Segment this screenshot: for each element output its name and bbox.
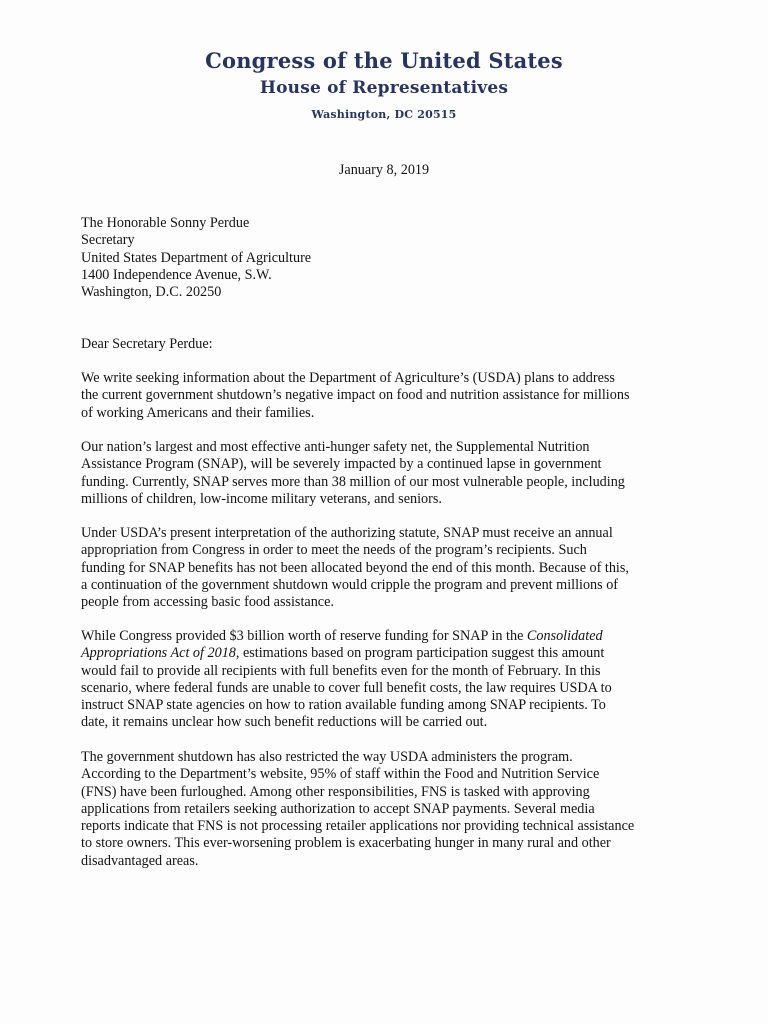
paragraph-line: Assistance Program (SNAP), will be severely impacted by a continued lapse in government xyxy=(81,456,602,473)
paragraph-2 xyxy=(81,439,625,508)
paragraph-line: applications from retailers seeking authorization to accept SNAP payments. Several media xyxy=(81,800,595,817)
paragraph-line: to store owners. This ever-worsening problem is exacerbating hunger in many rural and other xyxy=(81,835,611,852)
recipient-organization: United States Department of Agriculture xyxy=(81,249,312,266)
paragraph-text: While Congress provided $3 billion worth of reserve funding for SNAP in the xyxy=(81,628,527,644)
paragraph-line: According to the Department’s website, 95% of staff within the Food and Nutrition Service xyxy=(81,766,600,783)
recipient-name: The Honorable Sonny Perdue xyxy=(81,215,250,231)
letterhead-address: Washington, DC 20515 xyxy=(311,108,457,121)
recipient-title: Secretary xyxy=(81,232,135,249)
paragraph-line: date, it remains unclear how such benefit reductions will be carried out. xyxy=(81,714,488,731)
letterhead-house: House of Representatives xyxy=(259,78,509,98)
paragraph-5 xyxy=(81,749,634,870)
paragraph-line: funding for SNAP benefits has not been allocated beyond the end of this month. Because of this, xyxy=(81,559,629,576)
salutation: Dear Secretary Perdue: xyxy=(81,336,213,352)
paragraph-line xyxy=(81,645,612,662)
recipient-address-block xyxy=(81,215,311,301)
paragraph-line: of working Americans and their families. xyxy=(81,404,315,421)
paragraph-line: (FNS) have been furloughed. Among other responsibilities, FNS is tasked with approving xyxy=(81,783,590,800)
paragraph-line: scenario, where federal funds are unable to cover full benefit costs, the law requires USDA to xyxy=(81,679,612,696)
paragraph-text: , estimations based on program participation suggest this amount xyxy=(235,645,605,662)
paragraph-line: Under USDA’s present interpretation of the authorizing statute, SNAP must receive an annual xyxy=(81,525,613,541)
paragraph-line: the current government shutdown’s negative impact on food and nutrition assistance for millions xyxy=(81,387,630,404)
recipient-street: 1400 Independence Avenue, S.W. xyxy=(81,266,272,283)
paragraph-line: a continuation of the government shutdown would cripple the program and prevent millions of xyxy=(81,576,619,593)
paragraph-line: funding. Currently, SNAP serves more than 38 million of our most vulnerable people, including xyxy=(81,473,625,490)
paragraph-line: disadvantaged areas. xyxy=(81,852,199,869)
paragraph-line xyxy=(81,628,612,645)
paragraph-line: people from accessing basic food assistance. xyxy=(81,594,334,611)
letter-date: January 8, 2019 xyxy=(338,162,430,178)
letterhead-congress: Congress of the United States xyxy=(205,48,563,73)
paragraph-line: reports indicate that FNS is not processing retailer applications nor providing technical assistance xyxy=(81,818,635,835)
paragraph-3 xyxy=(81,525,629,611)
paragraph-4 xyxy=(81,628,612,732)
paragraph-1 xyxy=(81,370,629,422)
paragraph-line: millions of children, low-income military veterans, and seniors. xyxy=(81,490,442,507)
paragraph-line: would fail to provide all recipients with full benefits even for the month of February. In this xyxy=(81,662,601,679)
paragraph-line: Our nation’s largest and most effective anti-hunger safety net, the Supplemental Nutrition xyxy=(81,439,590,455)
paragraph-line: appropriation from Congress in order to meet the needs of the program’s recipients. Such xyxy=(81,542,587,559)
recipient-city: Washington, D.C. 20250 xyxy=(81,284,222,301)
paragraph-line: instruct SNAP state agencies on how to ration available funding among SNAP recipients. To xyxy=(81,697,606,714)
act-title-italic: Appropriations Act of 2018 xyxy=(81,645,236,662)
act-title-italic: Consolidated xyxy=(526,628,603,644)
paragraph-line: The government shutdown has also restricted the way USDA administers the program. xyxy=(81,749,573,765)
paragraph-line: We write seeking information about the Department of Agriculture’s (USDA) plans to address xyxy=(81,370,615,386)
